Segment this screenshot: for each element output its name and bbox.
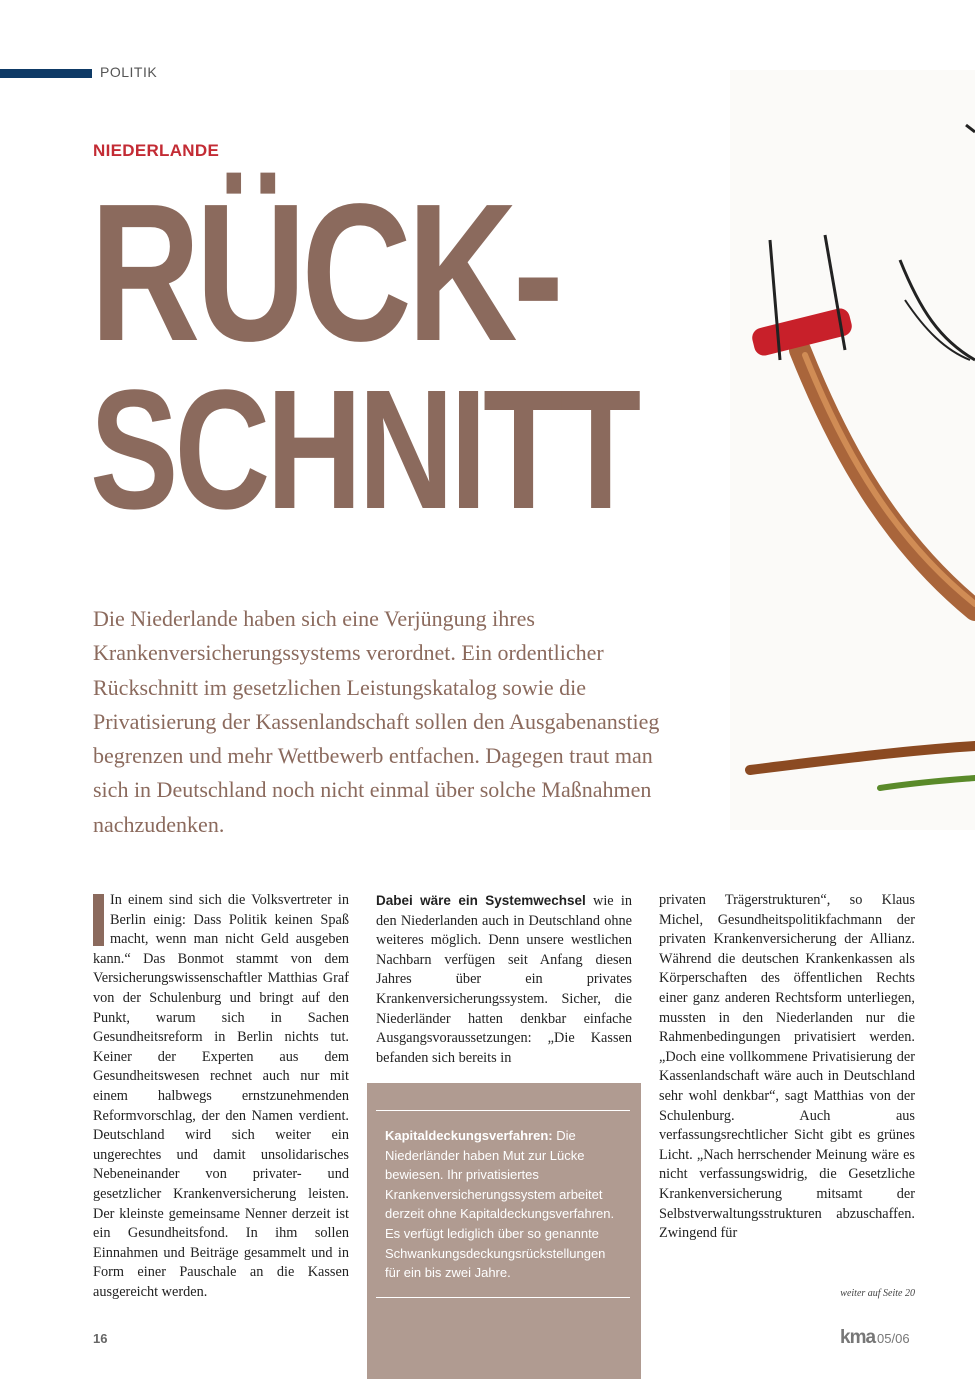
page-number: 16 (93, 1331, 108, 1346)
issue-number: 05/06 (877, 1331, 910, 1346)
lead-paragraph: Die Niederlande haben sich eine Verjüngung ihres Krankenversicherungssystems verordnet. Ein ordentlicher Rückschnitt im gesetzlichen Leistungskatalog sowie die Privatisierung der Kassenlandschaft sollen den Ausgabenanstieg begrenzen und mehr Wettbewerb entfachen. Dagegen traut man sich in Deutschland noch nicht einmal über solche Maßnahmen nachzudenken. (93, 606, 660, 837)
info-box-text (385, 1126, 620, 1283)
illustration (730, 70, 975, 830)
column-2-lead-in: Dabei wäre ein Systemwechsel (376, 893, 586, 908)
brand-logo: kma (840, 1327, 876, 1348)
headline-line-2: SCHNITT (90, 355, 638, 545)
column-1-text: In einem sind sich die Volksvertreter in Berlin einig: Dass Politik keinen Spaß macht, wenn man nicht Geld ausgeben kann.“ Das Bonmot stammt von dem Versicherungswissenschaftler Matthias Graf von der Schulenburg und bringt auf den Punkt, warum sich in Sachen Gesundheitsreform in Berlin nichts tut. Keiner der Experten aus dem Gesundheitswesen rechnet auch nur mit einem halbwegs ernstzunehmenden Reformvorschlag, der den Namen verdient. Deutschland wird sich weiter ein ungerechtes und damit unsolidarisches Nebeneinander von privater- und gesetzlicher Krankenversicherung leisten. Der kleinste gemeinsame Nenner derzeit ist ein Gesundheitsfond. In ihm sollen Einnahmen und Beiträge gesammelt und in Form einer Pauschale an die Kassen ausgereicht werden. (93, 892, 349, 1300)
headline (90, 163, 710, 545)
info-box-rule-top (376, 1110, 630, 1111)
column-3: privaten Trägerstrukturen“, so Klaus Michel, Gesundheitspolitikfachmann der privaten Krankenversicherung der Allianz. Während die deutschen Krankenkassen als Körperschaften des öffentlichen Rechts einer ganz anderen Rechtsform unterliegen, mussten in den Niederlanden nur die Rahmenbedingungen privatisiert werden. „Doch eine vollkommene Privatisierung der Kassenlandschaft wäre auch in Deutschland sehr wohl denkbar“, sagt Matthias von der Schulenburg. Auch aus verfassungsrechtlicher Sicht gibt es grünes Licht. „Nach herrschender Meinung wäre es nicht verfassungswidrig, die Gesetzliche Krankenversicherung mitsamt der Selbstverwaltungsstrukturen abzuschaffen. Zwingend für (659, 892, 915, 1242)
column-2 (376, 891, 632, 1068)
drop-cap-bar (93, 894, 104, 946)
column-1 (93, 891, 349, 1302)
info-box-rule-bottom (376, 1297, 630, 1298)
section-label: POLITIK (100, 64, 158, 80)
continued-note: weiter auf Seite 20 (840, 1288, 915, 1299)
footer-brand (840, 1327, 910, 1349)
column-2-text: wie in den Niederlanden auch in Deutschland ohne weiteres möglich. Denn unsere westlichen Nachbarn verfügen seit Anfang diesen Jahres über ein privates Krankenversicherungssystem. Sicher, die Niederländer hatten denkbar einfache Ausgangsvoraussetzungen: „Die Kassen befanden sich bereits in (376, 893, 632, 1066)
headline-line-1: RÜCK- (90, 163, 560, 382)
kicker: NIEDERLANDE (93, 141, 220, 160)
info-box-term: Kapitaldeckungsverfahren: (385, 1128, 553, 1143)
header-bar (0, 69, 92, 78)
info-box-body: Die Niederländer haben Mut zur Lücke bewiesen. Ihr privatisiertes Krankenversicherungssystem arbeitet derzeit ohne Kapitaldeckungsverfahren. Es verfügt lediglich über so genannte Schwankungsdeckungsrückstellungen für ein bis zwei Jahre. (385, 1128, 615, 1281)
info-box (367, 1083, 641, 1379)
